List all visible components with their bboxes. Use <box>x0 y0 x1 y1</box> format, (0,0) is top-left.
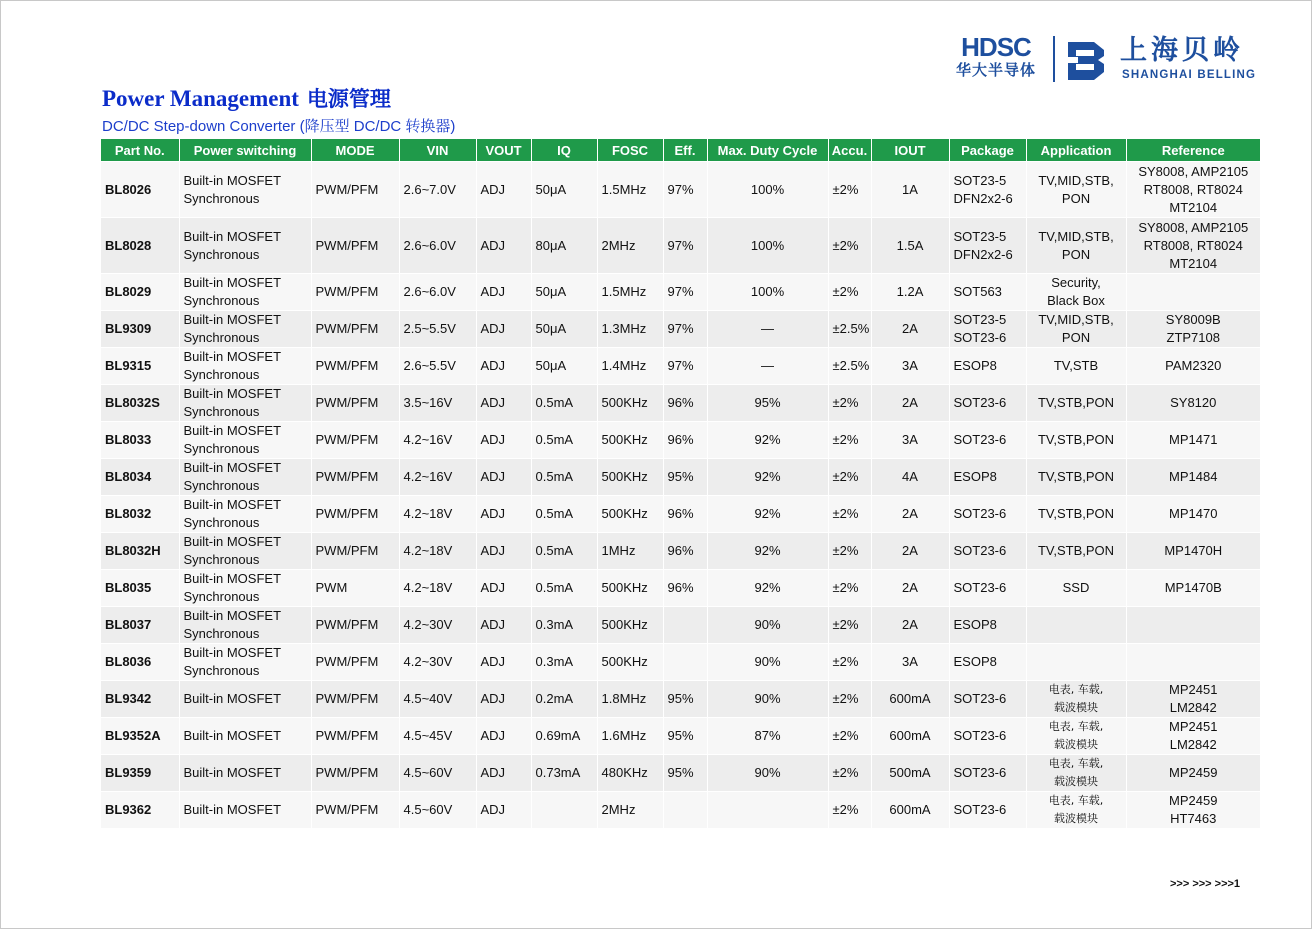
iout-cell: 1A <box>871 162 949 218</box>
mode-cell: PWM <box>311 570 399 607</box>
iq-cell: 50μA <box>531 311 597 348</box>
fosc-cell: 1.5MHz <box>597 162 663 218</box>
vout-cell: ADJ <box>476 218 531 274</box>
application-cell: TV,STB,PON <box>1026 533 1126 570</box>
accuracy-cell: ±2% <box>828 607 871 644</box>
column-header: Reference <box>1126 139 1260 162</box>
vout-cell: ADJ <box>476 681 531 718</box>
vin-cell: 4.2~30V <box>399 607 476 644</box>
efficiency-cell: 95% <box>663 755 707 792</box>
package-cell: ESOP8 <box>949 607 1026 644</box>
iq-cell: 80μA <box>531 218 597 274</box>
table-row <box>101 607 1260 644</box>
vout-cell: ADJ <box>476 570 531 607</box>
iout-cell: 1.2A <box>871 274 949 311</box>
duty-cycle-cell: 100% <box>707 274 828 311</box>
shanghai-belling-emblem-icon <box>1064 38 1110 82</box>
table-row <box>101 348 1260 385</box>
power-switching-cell: Built-in MOSFET Synchronous <box>179 162 311 218</box>
column-header: Package <box>949 139 1026 162</box>
table-row <box>101 718 1260 755</box>
vin-cell: 4.2~18V <box>399 496 476 533</box>
part-number-cell: BL8032 <box>101 496 179 533</box>
reference-cell <box>1126 274 1260 311</box>
fosc-cell: 500KHz <box>597 644 663 681</box>
efficiency-cell: 96% <box>663 385 707 422</box>
efficiency-cell: 97% <box>663 348 707 385</box>
iq-cell: 50μA <box>531 162 597 218</box>
power-switching-cell: Built-in MOSFET <box>179 681 311 718</box>
fosc-cell: 1.8MHz <box>597 681 663 718</box>
power-switching-cell: Built-in MOSFET Synchronous <box>179 459 311 496</box>
table-row <box>101 385 1260 422</box>
fosc-cell: 500KHz <box>597 496 663 533</box>
package-cell: SOT23-6 <box>949 422 1026 459</box>
iout-cell: 600mA <box>871 681 949 718</box>
iout-cell: 600mA <box>871 792 949 829</box>
package-cell: SOT23-6 <box>949 533 1026 570</box>
reference-cell: MP1484 <box>1126 459 1260 496</box>
iq-cell: 0.5mA <box>531 385 597 422</box>
table-row <box>101 218 1260 274</box>
iout-cell: 600mA <box>871 718 949 755</box>
reference-cell: MP1471 <box>1126 422 1260 459</box>
application-cell: TV,STB,PON <box>1026 385 1126 422</box>
accuracy-cell: ±2% <box>828 274 871 311</box>
efficiency-cell: 96% <box>663 570 707 607</box>
iout-cell: 2A <box>871 533 949 570</box>
column-header: IQ <box>531 139 597 162</box>
vin-cell: 4.5~45V <box>399 718 476 755</box>
fosc-cell: 2MHz <box>597 218 663 274</box>
part-number-cell: BL9362 <box>101 792 179 829</box>
vout-cell: ADJ <box>476 348 531 385</box>
package-cell: ESOP8 <box>949 644 1026 681</box>
application-cell <box>1026 607 1126 644</box>
part-number-cell: BL9315 <box>101 348 179 385</box>
iq-cell: 0.5mA <box>531 459 597 496</box>
fosc-cell: 480KHz <box>597 755 663 792</box>
application-cell: TV,STB,PON <box>1026 459 1126 496</box>
iout-cell: 4A <box>871 459 949 496</box>
efficiency-cell: 95% <box>663 681 707 718</box>
duty-cycle-cell: 100% <box>707 162 828 218</box>
fosc-cell: 1.3MHz <box>597 311 663 348</box>
accuracy-cell: ±2% <box>828 644 871 681</box>
mode-cell: PWM/PFM <box>311 162 399 218</box>
column-header: MODE <box>311 139 399 162</box>
reference-cell: SY8008, AMP2105 RT8008, RT8024 MT2104 <box>1126 162 1260 218</box>
iq-cell <box>531 792 597 829</box>
application-cell: TV,STB,PON <box>1026 496 1126 533</box>
duty-cycle-cell: 95% <box>707 385 828 422</box>
power-switching-cell: Built-in MOSFET Synchronous <box>179 422 311 459</box>
vin-cell: 4.5~60V <box>399 792 476 829</box>
column-header: Part No. <box>101 139 179 162</box>
duty-cycle-cell: 92% <box>707 533 828 570</box>
column-header: Application <box>1026 139 1126 162</box>
fosc-cell: 1.4MHz <box>597 348 663 385</box>
power-switching-cell: Built-in MOSFET Synchronous <box>179 274 311 311</box>
duty-cycle-cell: — <box>707 311 828 348</box>
vin-cell: 4.2~30V <box>399 644 476 681</box>
iq-cell: 0.2mA <box>531 681 597 718</box>
vout-cell: ADJ <box>476 459 531 496</box>
table-row <box>101 792 1260 829</box>
vout-cell: ADJ <box>476 755 531 792</box>
product-table <box>101 139 1260 828</box>
part-number-cell: BL8026 <box>101 162 179 218</box>
mode-cell: PWM/PFM <box>311 218 399 274</box>
application-cell: TV,MID,STB, PON <box>1026 162 1126 218</box>
accuracy-cell: ±2% <box>828 496 871 533</box>
vin-cell: 2.6~6.0V <box>399 218 476 274</box>
column-header: IOUT <box>871 139 949 162</box>
application-cell: TV,STB,PON <box>1026 422 1126 459</box>
mode-cell: PWM/PFM <box>311 311 399 348</box>
reference-cell: MP2459 HT7463 <box>1126 792 1260 829</box>
part-number-cell: BL8028 <box>101 218 179 274</box>
vout-cell: ADJ <box>476 311 531 348</box>
accuracy-cell: ±2% <box>828 792 871 829</box>
mode-cell: PWM/PFM <box>311 533 399 570</box>
package-cell: SOT23-6 <box>949 792 1026 829</box>
vin-cell: 4.2~16V <box>399 459 476 496</box>
fosc-cell: 500KHz <box>597 607 663 644</box>
mode-cell: PWM/PFM <box>311 718 399 755</box>
package-cell: ESOP8 <box>949 459 1026 496</box>
reference-cell: SY8009B ZTP7108 <box>1126 311 1260 348</box>
duty-cycle-cell: 92% <box>707 570 828 607</box>
efficiency-cell <box>663 792 707 829</box>
iout-cell: 2A <box>871 570 949 607</box>
iq-cell: 0.5mA <box>531 422 597 459</box>
vin-cell: 2.6~7.0V <box>399 162 476 218</box>
iout-cell: 3A <box>871 348 949 385</box>
vin-cell: 3.5~16V <box>399 385 476 422</box>
hdsc-logo <box>946 34 1046 84</box>
mode-cell: PWM/PFM <box>311 348 399 385</box>
part-number-cell: BL8037 <box>101 607 179 644</box>
efficiency-cell: 97% <box>663 274 707 311</box>
efficiency-cell: 97% <box>663 218 707 274</box>
vout-cell: ADJ <box>476 607 531 644</box>
accuracy-cell: ±2% <box>828 385 871 422</box>
table-row <box>101 459 1260 496</box>
table-row <box>101 274 1260 311</box>
power-switching-cell: Built-in MOSFET Synchronous <box>179 311 311 348</box>
table-body <box>101 162 1260 829</box>
hdsc-logo-text: HDSC <box>961 32 1031 62</box>
part-number-cell: BL8034 <box>101 459 179 496</box>
part-number-cell: BL8036 <box>101 644 179 681</box>
fosc-cell: 500KHz <box>597 422 663 459</box>
iq-cell: 0.5mA <box>531 570 597 607</box>
package-cell: SOT23-6 <box>949 755 1026 792</box>
part-number-cell: BL9309 <box>101 311 179 348</box>
accuracy-cell: ±2.5% <box>828 311 871 348</box>
iout-cell: 1.5A <box>871 218 949 274</box>
column-header: Accu. <box>828 139 871 162</box>
table-row <box>101 755 1260 792</box>
accuracy-cell: ±2% <box>828 755 871 792</box>
power-switching-cell: Built-in MOSFET <box>179 755 311 792</box>
accuracy-cell: ±2% <box>828 162 871 218</box>
reference-cell: MP2459 <box>1126 755 1260 792</box>
vout-cell: ADJ <box>476 274 531 311</box>
duty-cycle-cell: 90% <box>707 607 828 644</box>
vin-cell: 2.5~5.5V <box>399 311 476 348</box>
table-row <box>101 422 1260 459</box>
application-cell: SSD <box>1026 570 1126 607</box>
iout-cell: 3A <box>871 644 949 681</box>
table-row <box>101 311 1260 348</box>
vout-cell: ADJ <box>476 422 531 459</box>
iout-cell: 2A <box>871 385 949 422</box>
vout-cell: ADJ <box>476 496 531 533</box>
accuracy-cell: ±2.5% <box>828 348 871 385</box>
column-header: FOSC <box>597 139 663 162</box>
efficiency-cell: 97% <box>663 162 707 218</box>
column-header: Eff. <box>663 139 707 162</box>
duty-cycle-cell: 100% <box>707 218 828 274</box>
shanghai-belling-logo <box>1064 36 1260 84</box>
application-cell: Security, Black Box <box>1026 274 1126 311</box>
vout-cell: ADJ <box>476 533 531 570</box>
vin-cell: 4.2~16V <box>399 422 476 459</box>
iout-cell: 2A <box>871 311 949 348</box>
application-cell: TV,STB <box>1026 348 1126 385</box>
efficiency-cell: 96% <box>663 422 707 459</box>
iq-cell: 50μA <box>531 348 597 385</box>
package-cell: ESOP8 <box>949 348 1026 385</box>
accuracy-cell: ±2% <box>828 718 871 755</box>
part-number-cell: BL9342 <box>101 681 179 718</box>
power-switching-cell: Built-in MOSFET Synchronous <box>179 496 311 533</box>
table-row <box>101 496 1260 533</box>
reference-cell: MP2451 LM2842 <box>1126 681 1260 718</box>
iout-cell: 500mA <box>871 755 949 792</box>
table-row <box>101 681 1260 718</box>
vout-cell: ADJ <box>476 385 531 422</box>
part-number-cell: BL8029 <box>101 274 179 311</box>
fosc-cell: 500KHz <box>597 570 663 607</box>
table-header-row <box>101 139 1260 162</box>
mode-cell: PWM/PFM <box>311 459 399 496</box>
efficiency-cell: 95% <box>663 718 707 755</box>
part-number-cell: BL8032S <box>101 385 179 422</box>
mode-cell: PWM/PFM <box>311 755 399 792</box>
vout-cell: ADJ <box>476 162 531 218</box>
application-cell: TV,MID,STB, PON <box>1026 218 1126 274</box>
package-cell: SOT23-5 DFN2x2-6 <box>949 218 1026 274</box>
page-subtitle: DC/DC Step-down Converter (降压型 DC/DC 转换器) <box>102 118 456 135</box>
accuracy-cell: ±2% <box>828 459 871 496</box>
power-switching-cell: Built-in MOSFET Synchronous <box>179 348 311 385</box>
accuracy-cell: ±2% <box>828 422 871 459</box>
hdsc-logo-cn: 华大半导体 <box>955 61 1036 79</box>
accuracy-cell: ±2% <box>828 570 871 607</box>
duty-cycle-cell: 90% <box>707 755 828 792</box>
package-cell: SOT23-5 DFN2x2-6 <box>949 162 1026 218</box>
application-cell: TV,MID,STB, PON <box>1026 311 1126 348</box>
vout-cell: ADJ <box>476 792 531 829</box>
accuracy-cell: ±2% <box>828 533 871 570</box>
efficiency-cell <box>663 607 707 644</box>
fosc-cell: 500KHz <box>597 459 663 496</box>
reference-cell: MP2451 LM2842 <box>1126 718 1260 755</box>
iout-cell: 3A <box>871 422 949 459</box>
vin-cell: 4.2~18V <box>399 570 476 607</box>
power-switching-cell: Built-in MOSFET Synchronous <box>179 385 311 422</box>
iq-cell: 0.5mA <box>531 533 597 570</box>
mode-cell: PWM/PFM <box>311 385 399 422</box>
mode-cell: PWM/PFM <box>311 681 399 718</box>
mode-cell: PWM/PFM <box>311 422 399 459</box>
vin-cell: 4.2~18V <box>399 533 476 570</box>
mode-cell: PWM/PFM <box>311 792 399 829</box>
iq-cell: 0.3mA <box>531 607 597 644</box>
package-cell: SOT563 <box>949 274 1026 311</box>
efficiency-cell: 96% <box>663 533 707 570</box>
accuracy-cell: ±2% <box>828 681 871 718</box>
duty-cycle-cell: 92% <box>707 422 828 459</box>
efficiency-cell <box>663 644 707 681</box>
page-number: >>> >>> >>>1 <box>1170 878 1241 890</box>
fosc-cell: 500KHz <box>597 385 663 422</box>
power-switching-cell: Built-in MOSFET <box>179 792 311 829</box>
vin-cell: 2.6~5.5V <box>399 348 476 385</box>
iq-cell: 0.73mA <box>531 755 597 792</box>
reference-cell: SY8120 <box>1126 385 1260 422</box>
iq-cell: 0.3mA <box>531 644 597 681</box>
reference-cell <box>1126 607 1260 644</box>
vout-cell: ADJ <box>476 644 531 681</box>
iout-cell: 2A <box>871 496 949 533</box>
duty-cycle-cell: 90% <box>707 644 828 681</box>
part-number-cell: BL9352A <box>101 718 179 755</box>
part-number-cell: BL9359 <box>101 755 179 792</box>
power-switching-cell: Built-in MOSFET Synchronous <box>179 533 311 570</box>
logo-divider <box>1053 36 1055 82</box>
application-cell: 电表, 车载, 载波模块 <box>1026 755 1126 792</box>
fosc-cell: 2MHz <box>597 792 663 829</box>
package-cell: SOT23-6 <box>949 718 1026 755</box>
part-number-cell: BL8033 <box>101 422 179 459</box>
duty-cycle-cell: 92% <box>707 496 828 533</box>
power-switching-cell: Built-in MOSFET Synchronous <box>179 607 311 644</box>
vout-cell: ADJ <box>476 718 531 755</box>
column-header: Max. Duty Cycle <box>707 139 828 162</box>
vin-cell: 4.5~40V <box>399 681 476 718</box>
iq-cell: 0.69mA <box>531 718 597 755</box>
power-switching-cell: Built-in MOSFET Synchronous <box>179 218 311 274</box>
application-cell: 电表, 车载, 载波模块 <box>1026 681 1126 718</box>
package-cell: SOT23-6 <box>949 385 1026 422</box>
mode-cell: PWM/PFM <box>311 607 399 644</box>
page-title <box>102 85 391 113</box>
power-switching-cell: Built-in MOSFET Synchronous <box>179 644 311 681</box>
reference-cell: MP1470 <box>1126 496 1260 533</box>
table-row <box>101 533 1260 570</box>
package-cell: SOT23-5 SOT23-6 <box>949 311 1026 348</box>
efficiency-cell: 95% <box>663 459 707 496</box>
reference-cell: MP1470B <box>1126 570 1260 607</box>
efficiency-cell: 96% <box>663 496 707 533</box>
application-cell: 电表, 车载, 载波模块 <box>1026 792 1126 829</box>
duty-cycle-cell <box>707 792 828 829</box>
duty-cycle-cell: — <box>707 348 828 385</box>
shanghai-belling-en: SHANGHAI BELLING <box>1122 69 1257 81</box>
package-cell: SOT23-6 <box>949 496 1026 533</box>
page-title-cn: 电源管理 <box>306 87 391 111</box>
mode-cell: PWM/PFM <box>311 496 399 533</box>
part-number-cell: BL8032H <box>101 533 179 570</box>
duty-cycle-cell: 90% <box>707 681 828 718</box>
fosc-cell: 1.6MHz <box>597 718 663 755</box>
power-switching-cell: Built-in MOSFET Synchronous <box>179 570 311 607</box>
fosc-cell: 1MHz <box>597 533 663 570</box>
fosc-cell: 1.5MHz <box>597 274 663 311</box>
shanghai-belling-cn: 上海贝岭 <box>1120 35 1244 66</box>
application-cell: 电表, 车载, 载波模块 <box>1026 718 1126 755</box>
accuracy-cell: ±2% <box>828 218 871 274</box>
column-header: VOUT <box>476 139 531 162</box>
power-switching-cell: Built-in MOSFET <box>179 718 311 755</box>
vin-cell: 4.5~60V <box>399 755 476 792</box>
vin-cell: 2.6~6.0V <box>399 274 476 311</box>
package-cell: SOT23-6 <box>949 570 1026 607</box>
table-row <box>101 644 1260 681</box>
table-row <box>101 570 1260 607</box>
duty-cycle-cell: 92% <box>707 459 828 496</box>
part-number-cell: BL8035 <box>101 570 179 607</box>
table-row <box>101 162 1260 218</box>
reference-cell: MP1470H <box>1126 533 1260 570</box>
column-header: Power switching <box>179 139 311 162</box>
reference-cell: SY8008, AMP2105 RT8008, RT8024 MT2104 <box>1126 218 1260 274</box>
mode-cell: PWM/PFM <box>311 274 399 311</box>
iq-cell: 50μA <box>531 274 597 311</box>
iq-cell: 0.5mA <box>531 496 597 533</box>
application-cell <box>1026 644 1126 681</box>
efficiency-cell: 97% <box>663 311 707 348</box>
mode-cell: PWM/PFM <box>311 644 399 681</box>
duty-cycle-cell: 87% <box>707 718 828 755</box>
package-cell: SOT23-6 <box>949 681 1026 718</box>
reference-cell <box>1126 644 1260 681</box>
reference-cell: PAM2320 <box>1126 348 1260 385</box>
iout-cell: 2A <box>871 607 949 644</box>
page-title-en: Power Management <box>102 86 299 111</box>
column-header: VIN <box>399 139 476 162</box>
